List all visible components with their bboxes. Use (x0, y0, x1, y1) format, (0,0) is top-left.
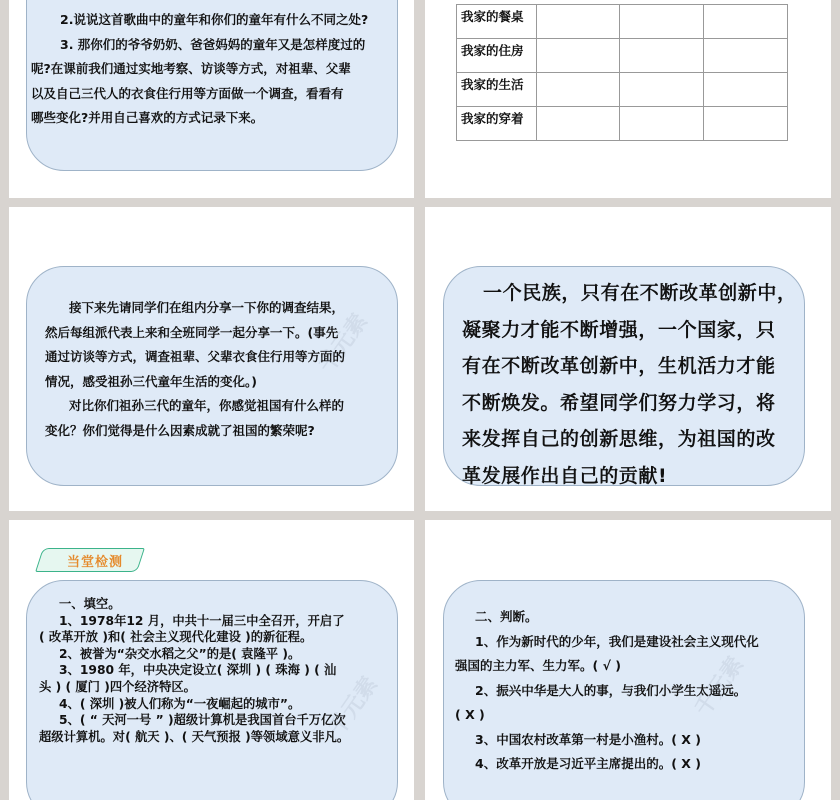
question-text (31, 8, 368, 131)
table-cell[interactable] (537, 73, 620, 107)
text-line: 2、振兴中华是大人的事，与我们小学生太遥远。 (475, 682, 747, 698)
text-line: 一个民族，只有在不断改革创新中， (483, 282, 797, 304)
slide-middle-left (9, 207, 414, 511)
discussion-text (45, 296, 345, 443)
survey-table (456, 4, 788, 141)
text-line: 4、( 深圳 )被人们称为“一夜崛起的城市”。 (59, 696, 301, 711)
table-cell[interactable] (704, 39, 788, 73)
text-line: 强国的主力军、生力军。( √ ) (455, 658, 621, 673)
slide-bottom-left (9, 520, 414, 800)
table-cell[interactable] (620, 73, 704, 107)
text-line: 有在不断改革创新中，生机活力才能 (462, 355, 776, 377)
text-line: 革发展作出自己的贡献! (462, 464, 668, 487)
text-line: 接下来先请同学们在组内分享一下你的调查结果， (69, 300, 345, 315)
slide-middle-right (425, 207, 831, 511)
text-line: 4、改革开放是习近平主席提出的。( X ) (475, 756, 701, 771)
text-line: 变化？你们觉得是什么因素成就了祖国的繁荣呢? (45, 422, 315, 438)
text-line: 一、填空。 (59, 597, 121, 611)
text-line: 哪些变化?并用自己喜欢的方式记录下来。 (31, 110, 264, 125)
text-line: ( X ) (455, 707, 485, 722)
table-cell[interactable] (537, 5, 620, 39)
text-line: 2、被誉为“杂交水稻之父”的是( 袁隆平 )。 (59, 646, 301, 661)
judgement-text (455, 605, 759, 777)
table-row (457, 5, 788, 39)
table-cell[interactable] (620, 5, 704, 39)
fill-blank-text (39, 596, 349, 745)
table-cell[interactable] (704, 5, 788, 39)
text-line: 来发挥自己的创新思维，为祖国的改 (462, 428, 776, 450)
table-cell[interactable] (704, 107, 788, 141)
table-row (457, 107, 788, 141)
text-line: 对比你们祖孙三代的童年，你感觉祖国有什么样的 (69, 398, 345, 413)
table-row (457, 39, 788, 73)
table-cell[interactable] (537, 107, 620, 141)
text-line: ( 改革开放 )和( 社会主义现代化建设 )的新征程。 (39, 630, 313, 645)
row-label: 我家的穿着 (457, 107, 537, 141)
text-line: 然后每组派代表上来和全班同学一起分享一下。(事先 (45, 324, 339, 340)
slide-top-left (9, 0, 414, 198)
text-line: 以及自己三代人的衣食住行用等方面做一个调查，看看有 (31, 85, 344, 101)
text-line: 5、( “ 天河一号 ” )超级计算机是我国首台千万亿次 (59, 713, 346, 728)
table-cell[interactable] (620, 39, 704, 73)
text-line: 二、判断。 (475, 609, 538, 624)
row-label: 我家的餐桌 (457, 5, 537, 39)
text-line: 1、1978年12 月，中共十一届三中全召开，开启了 (59, 613, 345, 628)
text-line: 2.说说这首歌曲中的童年和你们的童年有什么不同之处? (60, 12, 369, 27)
table-cell[interactable] (537, 39, 620, 73)
row-label: 我家的生活 (457, 73, 537, 107)
text-line: 情况，感受祖孙三代童年生活的变化。) (45, 373, 257, 389)
table-cell[interactable] (704, 73, 788, 107)
slide-top-right (425, 0, 831, 198)
text-line: 凝聚力才能不断增强，一个国家，只 (462, 318, 776, 341)
text-line: 3. 那你们的爷爷奶奶、爸爸妈妈的童年又是怎样度过的 (60, 36, 366, 52)
text-line: 通过访谈等方式，调查祖辈、父辈衣食住行用等方面的 (45, 349, 346, 364)
conclusion-text (462, 275, 797, 494)
text-line: 超级计算机。对( 航天 )、( 天气预报 )等领域意义非凡。 (39, 729, 350, 744)
text-line: 头 ) ( 厦门 )四个经济特区。 (39, 679, 196, 694)
row-label: 我家的住房 (457, 39, 537, 73)
text-line: 呢?在课前我们通过实地考察、访谈等方式，对祖辈、父辈 (31, 61, 351, 76)
table-row (457, 73, 788, 107)
section-tag-label: 当堂检测 (67, 555, 124, 570)
slide-bottom-right (425, 520, 831, 800)
text-line: 不断焕发。希望同学们努力学习，将 (462, 391, 776, 414)
table-cell[interactable] (620, 107, 704, 141)
text-line: 3、中国农村改革第一村是小渔村。( X ) (475, 731, 701, 747)
text-line: 3、1980 年，中央决定设立( 深圳 ) ( 珠海 ) ( 汕 (59, 663, 337, 678)
text-line: 1、作为新时代的少年，我们是建设社会主义现代化 (475, 633, 759, 649)
